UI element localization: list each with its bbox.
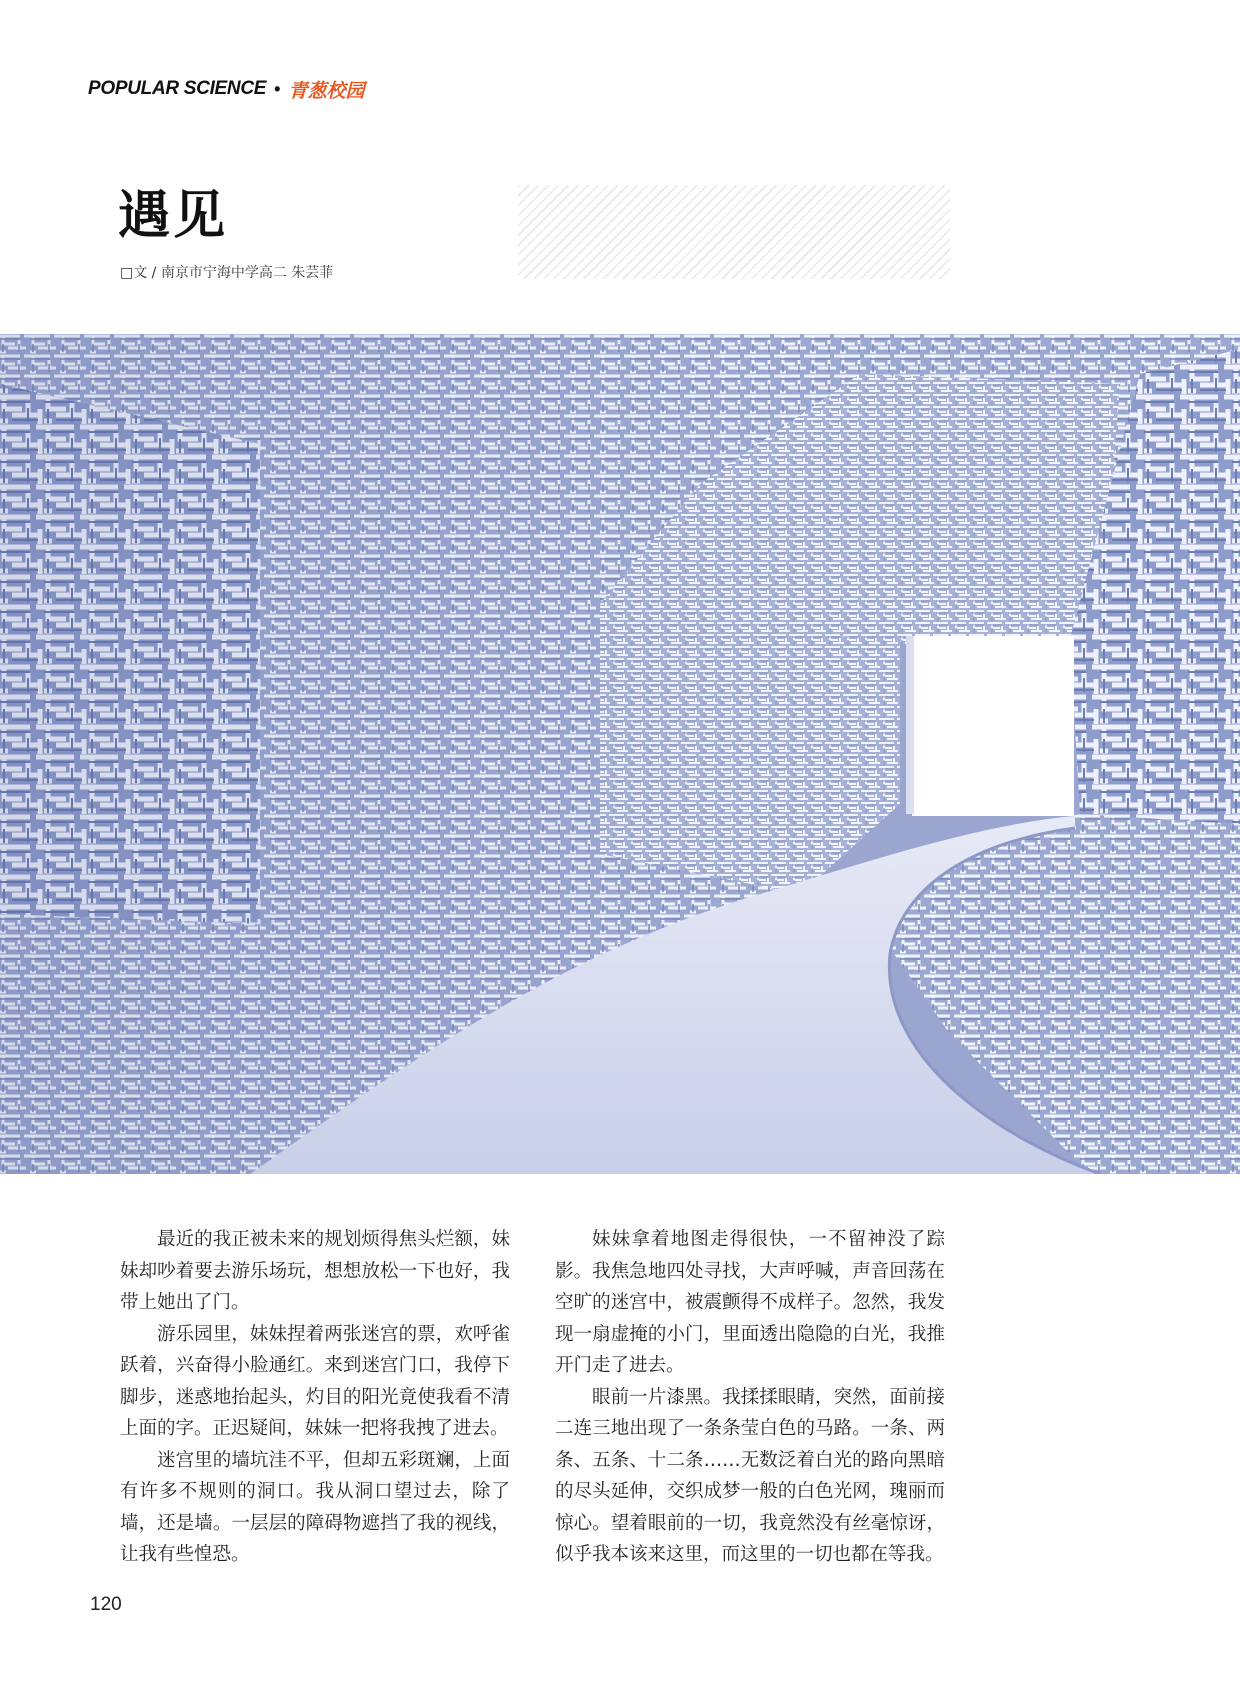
decorative-hatch: [518, 185, 950, 279]
article-byline: □文 / 南京市宁海中学高二 朱芸菲: [120, 265, 334, 281]
page-number: 120: [90, 1594, 122, 1615]
article-column-left: [120, 1224, 510, 1571]
paragraph: 妹妹拿着地图走得很快，一不留神没了踪影。我焦急地四处寻找，大声呼喊，声音回荡在空旷的迷宫中，被震颤得不成样子。忽然，我发现一扇虚掩的小门，里面透出隐隐的白光，我推开门走了进去。: [555, 1229, 945, 1376]
magazine-name: POPULAR SCIENCE: [88, 78, 267, 99]
paragraph: 最近的我正被未来的规划烦得焦头烂额，妹妹却吵着要去游乐场玩，想想放松一下也好，我带上她出了门。: [120, 1229, 510, 1313]
paragraph: 游乐园里，妹妹捏着两张迷宫的票，欢呼雀跃着，兴奋得小脸通红。来到迷宫门口，我停下脚步，迷惑地抬起头，灼目的阳光竟使我看不清上面的字。正迟疑间，妹妹一把将我拽了进去。: [120, 1323, 510, 1439]
article-title: 遇见: [118, 186, 229, 246]
section-name: 青葱校园: [288, 79, 365, 102]
header-separator: •: [274, 78, 281, 99]
paragraph: 迷宫里的墙坑洼不平，但却五彩斑斓，上面有许多不规则的洞口。我从洞口望过去，除了墙，还是墙。一层层的障碍物遮挡了我的视线，让我有些惶恐。: [120, 1449, 510, 1565]
magazine-header: [88, 72, 364, 106]
article-column-right: [555, 1224, 945, 1571]
paragraph: 眼前一片漆黑。我揉揉眼睛，突然，面前接二连三地出现了一条条莹白色的马路。一条、两条、五条、十二条……无数泛着白光的路向黑暗的尽头延伸，交织成梦一般的白色光网，瑰丽而惊心。望着眼前的一切，我竟然没有丝毫惊讶，似乎我本该来这里，而这里的一切也都在等我。: [555, 1386, 945, 1565]
maze-tunnel-photo: [0, 334, 1240, 1174]
